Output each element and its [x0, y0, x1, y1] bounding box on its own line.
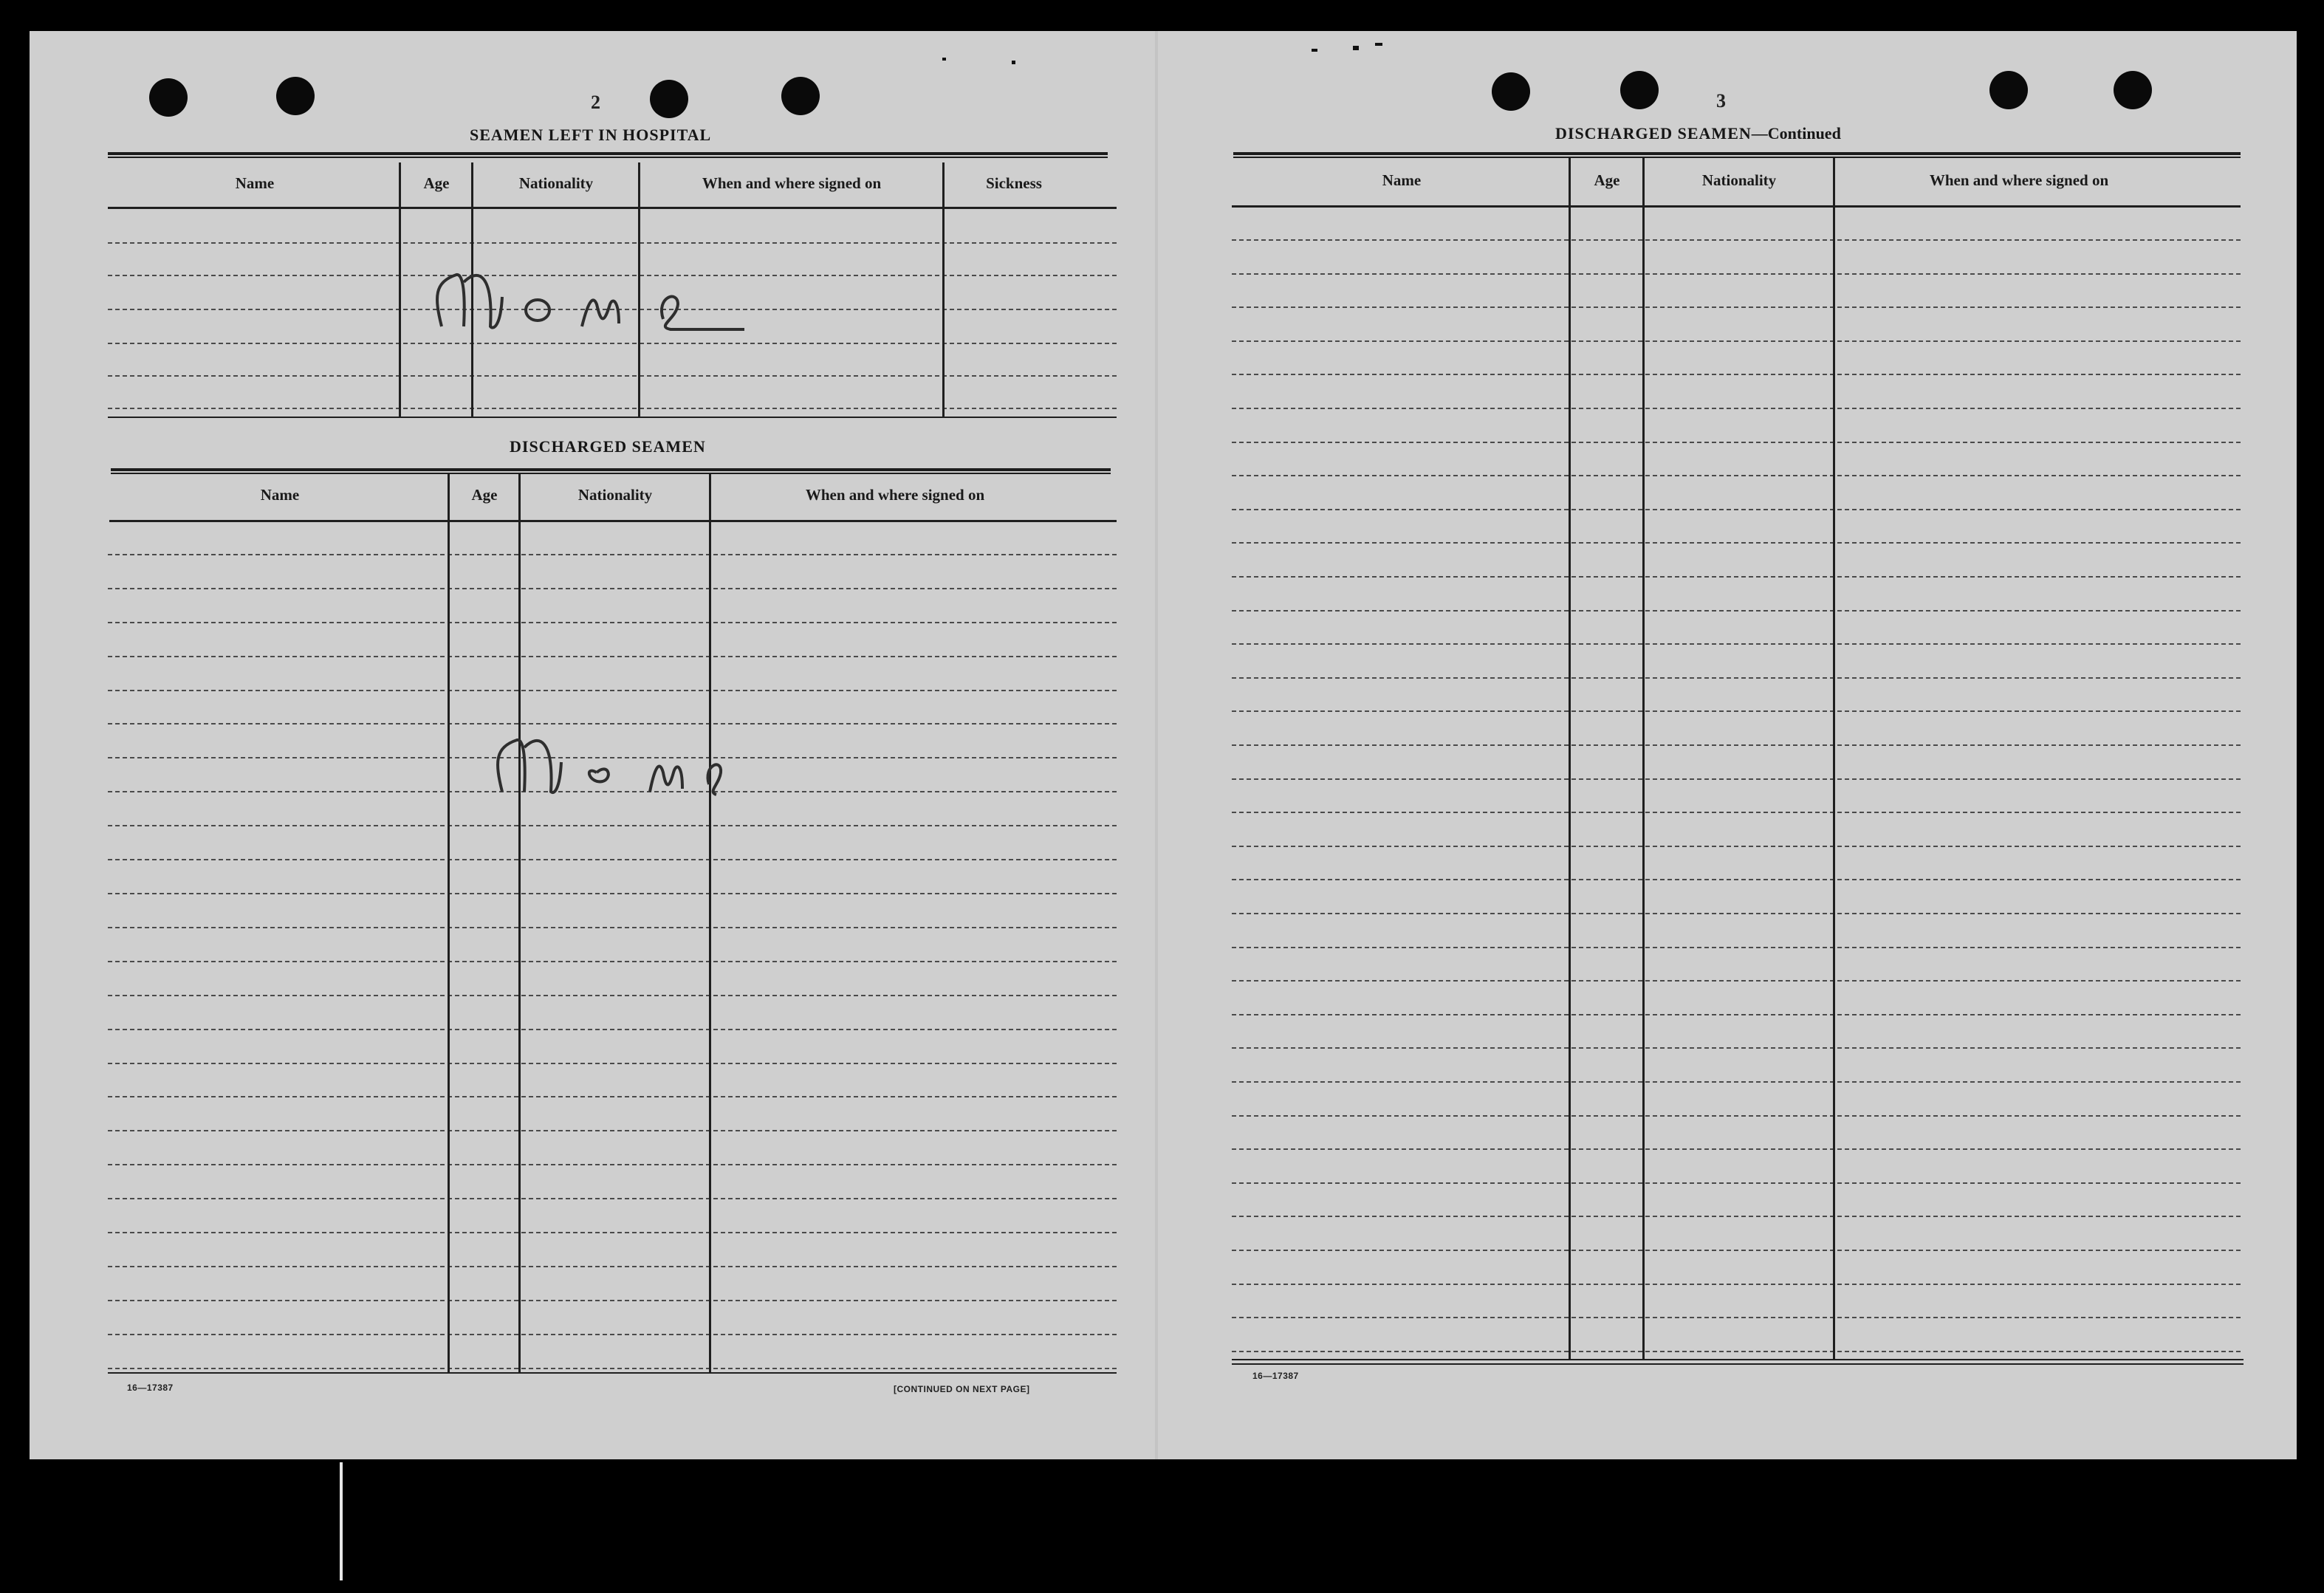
- section-title-hospital: SEAMEN LEFT IN HOSPITAL: [470, 126, 712, 144]
- form-number: 16—17387: [1252, 1371, 1299, 1381]
- column-divider: [1833, 158, 1835, 1359]
- row-line: [108, 554, 1117, 555]
- row-line: [108, 242, 1117, 244]
- row-line: [1232, 542, 2241, 544]
- row-line: [1232, 879, 2241, 880]
- header-bottom-rule: [108, 207, 1117, 209]
- scan-speck: [1353, 46, 1359, 50]
- row-line: [1232, 913, 2241, 914]
- row-line: [108, 1164, 1117, 1165]
- row-line: [108, 1368, 1117, 1369]
- row-line: [1232, 509, 2241, 510]
- section-title-discharged: DISCHARGED SEAMEN: [510, 437, 706, 456]
- column-header-signed-on: When and where signed on: [702, 174, 882, 192]
- row-line: [108, 961, 1117, 962]
- page-fold: [1155, 31, 1158, 1459]
- table-bottom-rule: [108, 1372, 1117, 1374]
- header-bottom-rule: [109, 520, 1117, 522]
- row-line: [108, 1029, 1117, 1030]
- continued-note: [CONTINUED ON NEXT PAGE]: [894, 1384, 1030, 1394]
- column-header-sickness: Sickness: [986, 174, 1042, 192]
- column-header-signed-on: When and where signed on: [805, 486, 985, 504]
- row-line: [108, 825, 1117, 826]
- row-line: [1232, 1014, 2241, 1015]
- scan-speck: [942, 58, 946, 61]
- column-divider: [448, 474, 450, 1372]
- column-divider: [709, 474, 711, 1372]
- column-divider: [942, 162, 945, 418]
- row-line: [108, 656, 1117, 657]
- punch-hole: [1492, 72, 1530, 111]
- column-header-name: Name: [235, 174, 275, 192]
- row-line: [1232, 576, 2241, 578]
- handwritten-none: [419, 253, 759, 356]
- row-line: [108, 1232, 1117, 1233]
- binding-mark: [340, 1462, 343, 1580]
- punch-hole: [1989, 71, 2028, 109]
- row-line: [108, 1198, 1117, 1199]
- row-line: [108, 893, 1117, 894]
- row-line: [1232, 1250, 2241, 1251]
- row-line: [1232, 1317, 2241, 1318]
- ledger-sheet: [30, 31, 2297, 1459]
- row-line: [108, 1096, 1117, 1097]
- column-header-name: Name: [260, 486, 300, 504]
- column-header-nationality: Nationality: [577, 486, 653, 504]
- punch-hole: [1620, 71, 1659, 109]
- row-line: [108, 859, 1117, 860]
- row-line: [1232, 1047, 2241, 1049]
- row-line: [1232, 846, 2241, 847]
- column-header-nationality: Nationality: [518, 174, 594, 192]
- row-line: [1232, 710, 2241, 712]
- row-line: [108, 1266, 1117, 1267]
- section-title-discharged-continued: [1555, 124, 1841, 143]
- row-line: [1232, 610, 2241, 611]
- row-line: [108, 995, 1117, 996]
- row-line: [1232, 475, 2241, 476]
- column-header-name: Name: [1382, 171, 1422, 189]
- column-header-age: Age: [1594, 171, 1620, 189]
- row-line: [108, 622, 1117, 623]
- row-line: [1232, 1284, 2241, 1285]
- row-line: [1232, 1216, 2241, 1217]
- table-bottom-rule: [1232, 1363, 2244, 1365]
- column-divider: [1642, 158, 1645, 1359]
- table-bottom-rule: [1232, 1359, 2244, 1360]
- row-line: [108, 1334, 1117, 1335]
- row-line: [1232, 1081, 2241, 1083]
- column-header-age: Age: [423, 174, 450, 192]
- column-header-signed-on: When and where signed on: [1929, 171, 2109, 189]
- row-line: [1232, 408, 2241, 409]
- row-line: [1232, 812, 2241, 813]
- row-line: [1232, 374, 2241, 375]
- row-line: [108, 1130, 1117, 1131]
- column-header-nationality: Nationality: [1701, 171, 1777, 189]
- row-line: [1232, 744, 2241, 746]
- row-line: [1232, 306, 2241, 308]
- row-line: [1232, 643, 2241, 645]
- row-line: [1232, 442, 2241, 443]
- header-bottom-rule: [1232, 205, 2241, 208]
- section-title-suffix: —Continued: [1751, 124, 1841, 143]
- row-line: [1232, 778, 2241, 780]
- row-line: [1232, 980, 2241, 982]
- page-number: 2: [591, 92, 600, 113]
- row-line: [1232, 1148, 2241, 1150]
- form-number: 16—17387: [127, 1383, 174, 1393]
- row-line: [108, 1300, 1117, 1301]
- punch-hole: [276, 77, 315, 115]
- row-line: [108, 690, 1117, 691]
- row-line: [1232, 947, 2241, 948]
- header-double-rule: [108, 152, 1108, 158]
- handwritten-none: [473, 710, 724, 814]
- row-line: [1232, 677, 2241, 679]
- column-divider: [1569, 158, 1571, 1359]
- column-divider: [518, 474, 521, 1372]
- row-line: [1232, 1115, 2241, 1117]
- row-line: [108, 588, 1117, 589]
- row-line: [108, 375, 1117, 377]
- punch-hole: [650, 80, 688, 118]
- scan-speck: [1012, 61, 1015, 64]
- scan-speck: [1312, 49, 1317, 52]
- punch-hole: [149, 78, 188, 117]
- row-line: [1232, 1182, 2241, 1184]
- row-line: [1232, 239, 2241, 241]
- scan-speck: [1375, 43, 1382, 46]
- table-bottom-rule: [108, 417, 1117, 418]
- punch-hole: [2114, 71, 2152, 109]
- row-line: [108, 1063, 1117, 1064]
- section-title-text: DISCHARGED SEAMEN: [1555, 124, 1752, 143]
- row-line: [108, 408, 1117, 409]
- header-double-rule: [111, 468, 1111, 474]
- row-line: [1232, 273, 2241, 275]
- punch-hole: [781, 77, 820, 115]
- column-header-age: Age: [471, 486, 498, 504]
- row-line: [1232, 340, 2241, 342]
- page-number: 3: [1716, 90, 1726, 112]
- column-divider: [399, 162, 401, 418]
- header-double-rule: [1233, 152, 2241, 158]
- row-line: [1232, 1351, 2241, 1352]
- row-line: [108, 927, 1117, 928]
